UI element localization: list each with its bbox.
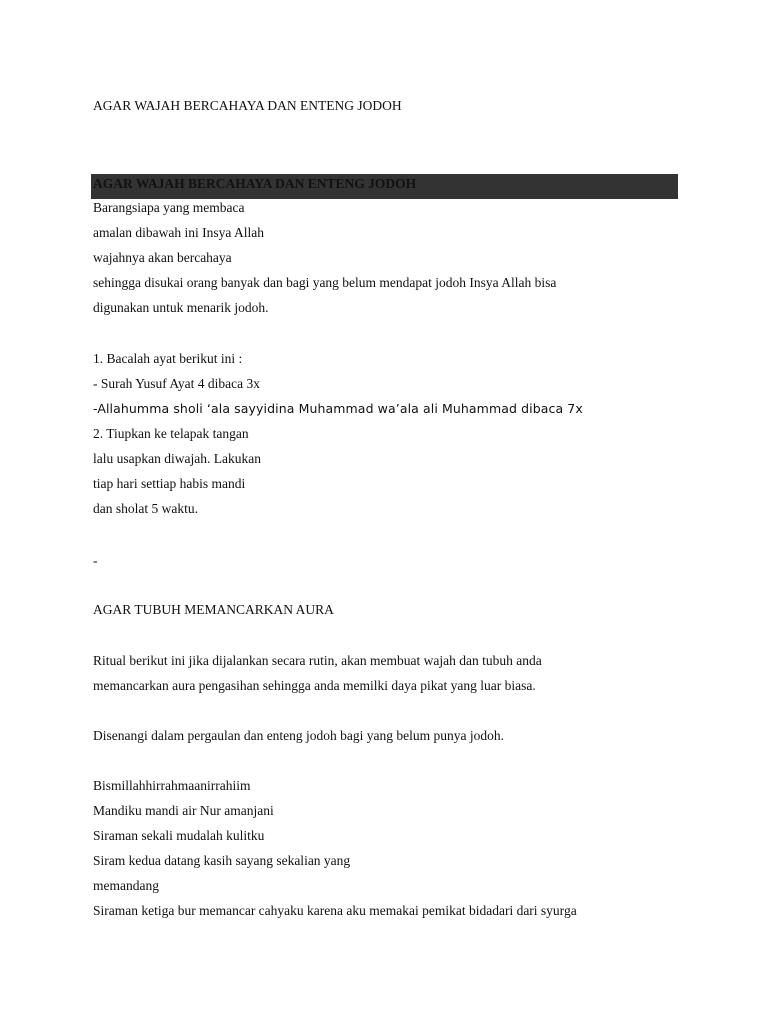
intro-line-4: sehingga disukai orang banyak dan bagi yang belum mendapat jodoh Insya Allah bisa	[93, 275, 557, 290]
prayer-line-4: Siram kedua datang kasih sayang sekalian yang	[93, 853, 351, 868]
paragraph-1-line-2: memancarkan aura pengasihan sehingga anda memilki daya pikat yang luar biasa.	[93, 678, 536, 693]
step-line-2: - Surah Yusuf Ayat 4 dibaca 3x	[93, 376, 260, 391]
step-line-5: lalu usapkan diwajah. Lakukan	[93, 451, 261, 466]
step-line-6: tiap hari settiap habis mandi	[93, 476, 246, 491]
step-line-1: 1. Bacalah ayat berikut ini :	[93, 351, 243, 366]
prayer-line-2: Mandiku mandi air Nur amanjani	[93, 803, 274, 818]
document-title: AGAR WAJAH BERCAHAYA DAN ENTENG JODOH	[93, 98, 402, 113]
paragraph-1-line-1: Ritual berikut ini jika dijalankan secara rutin, akan membuat wajah dan tubuh anda	[93, 653, 542, 668]
section-heading-aura: AGAR TUBUH MEMANCARKAN AURA	[93, 602, 334, 617]
prayer-line-1: Bismillahhirrahmaanirrahiim	[93, 778, 251, 793]
intro-line-5: digunakan untuk menarik jodoh.	[93, 300, 269, 315]
prayer-line-5: memandang	[93, 878, 159, 893]
step-line-7: dan sholat 5 waktu.	[93, 501, 198, 516]
prayer-line-3: Siraman sekali mudalah kulitku	[93, 828, 265, 843]
intro-line-1: Barangsiapa yang membaca	[93, 200, 245, 215]
intro-line-3: wajahnya akan bercahaya	[93, 250, 232, 265]
highlighted-heading: AGAR WAJAH BERCAHAYA DAN ENTENG JODOH	[93, 176, 417, 191]
step-line-4: 2. Tiupkan ke telapak tangan	[93, 426, 249, 441]
prayer-line-6: Siraman ketiga bur memancar cahyaku karena aku memakai pemikat bidadari dari syurga	[93, 903, 577, 918]
paragraph-2: Disenangi dalam pergaulan dan enteng jodoh bagi yang belum punya jodoh.	[93, 728, 505, 743]
intro-line-2: amalan dibawah ini Insya Allah	[93, 225, 264, 240]
separator: -	[93, 553, 98, 568]
step-line-3: -Allahumma sholi ‘ala sayyidina Muhammad wa’ala ali Muhammad dibaca 7x	[93, 401, 583, 416]
